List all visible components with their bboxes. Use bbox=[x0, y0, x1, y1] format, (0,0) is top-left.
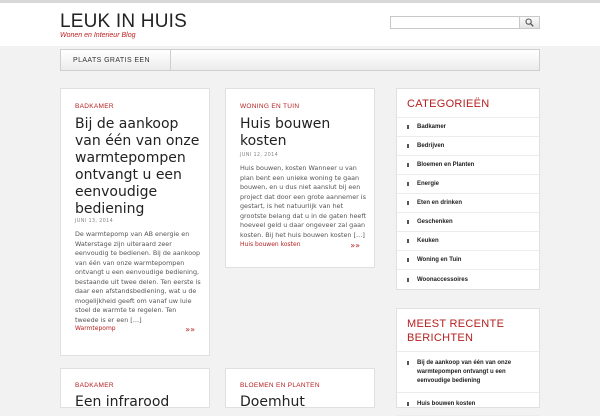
bullet-icon bbox=[407, 125, 411, 129]
category-link[interactable]: Geschenken bbox=[417, 219, 453, 225]
post-title[interactable]: Huis bouwen kosten bbox=[240, 116, 331, 149]
category-link[interactable]: Energie bbox=[417, 181, 440, 187]
post-category[interactable]: BADKAMER bbox=[75, 103, 114, 110]
post-excerpt: De warmtepomp van AB energie en Waterstage zijn uiteraard zeer eenvoudig te bedienen. Bij de aankoop van één van onze warmtepompen ontvangt u een eenvoudige bediening, bestaande uit twee delen. Ten eerste is daar een afstandsbediening, wat u de mogelijkheid geeft om vanaf uw luie stoel de warmte te regelen. Ten tweede is er een […] bbox=[75, 230, 201, 324]
post-date: JUNI 12, 2014 bbox=[240, 152, 279, 158]
post-category[interactable]: BLOEMEN EN PLANTEN bbox=[240, 382, 320, 389]
recent-post-item[interactable] bbox=[397, 393, 539, 416]
category-item[interactable] bbox=[397, 213, 539, 232]
recent-post-link[interactable]: Bij de aankoop van één van onze warmtepompen ontvangt u een eenvoudige bediening bbox=[417, 360, 512, 384]
category-link[interactable]: Woonaccessoires bbox=[417, 276, 468, 283]
post-card bbox=[225, 368, 375, 408]
post-title[interactable]: Doemhut bbox=[240, 394, 305, 410]
read-more-link[interactable]: »» bbox=[185, 325, 195, 334]
bullet-icon bbox=[407, 239, 411, 243]
category-link[interactable]: Bloemen en Planten bbox=[417, 162, 475, 168]
category-item[interactable] bbox=[397, 156, 539, 175]
category-link[interactable]: Woning en Tuin bbox=[417, 257, 462, 263]
category-link[interactable]: Badkamer bbox=[417, 124, 447, 130]
search-button[interactable] bbox=[519, 17, 539, 28]
category-item[interactable] bbox=[397, 251, 539, 270]
recent-posts-widget-title: MEEST RECENTE BERICHTEN bbox=[397, 309, 539, 352]
post-tag[interactable]: Warmtepomp bbox=[75, 325, 116, 332]
recent-post-item[interactable] bbox=[397, 352, 539, 393]
search-icon bbox=[525, 18, 534, 27]
post-title[interactable]: Een infrarood bbox=[75, 394, 170, 410]
bullet-icon bbox=[407, 402, 411, 406]
category-item[interactable] bbox=[397, 118, 539, 137]
bullet-icon bbox=[407, 201, 411, 205]
post-excerpt: Huis bouwen, kosten Wanneer u van plan bent een unieke woning te gaan bouwen, en u dus niet aanslut bij een project dat door een grote aannemer is gestart, is het natuurlijk van het grootste belang dat u in de gaten heeft hoeveel geld u daar ongeveer zal gaan kosten. Bij het huis bouwen kosten […] bbox=[240, 164, 367, 239]
post-category[interactable]: BADKAMER bbox=[75, 382, 114, 389]
recent-post-link[interactable]: Huis bouwen kosten bbox=[417, 401, 476, 407]
post-title[interactable]: Bij de aankoop van één van onze warmtepompen ontvangt u een eenvoudige bediening bbox=[75, 116, 200, 217]
read-more-link[interactable]: »» bbox=[350, 241, 360, 250]
category-item[interactable] bbox=[397, 175, 539, 194]
site-header bbox=[0, 0, 600, 46]
bullet-icon bbox=[407, 258, 411, 262]
category-link[interactable]: Keuken bbox=[417, 238, 439, 244]
recent-posts-widget bbox=[396, 308, 540, 408]
post-tag[interactable]: Huis bouwen kosten bbox=[240, 241, 301, 248]
post-date: JUNI 13, 2014 bbox=[75, 218, 114, 224]
main-navigation bbox=[60, 49, 540, 71]
bullet-icon bbox=[407, 361, 411, 365]
recent-posts-list bbox=[397, 352, 539, 416]
bullet-icon bbox=[407, 220, 411, 224]
category-list bbox=[397, 118, 539, 289]
bullet-icon bbox=[407, 182, 411, 186]
site-tagline: Wonen en Interieur Blog bbox=[60, 32, 136, 39]
nav-item-plaats-gratis-een[interactable]: PLAATS GRATIS EEN bbox=[61, 50, 171, 70]
post-card bbox=[60, 88, 210, 356]
bullet-icon bbox=[407, 278, 411, 282]
category-link[interactable]: Eten en drinken bbox=[417, 200, 463, 206]
categories-widget bbox=[396, 88, 540, 290]
post-card bbox=[60, 368, 210, 408]
category-item[interactable] bbox=[397, 270, 539, 289]
categories-widget-title: CATEGORIEËN bbox=[397, 89, 539, 118]
post-category[interactable]: WONING EN TUIN bbox=[240, 103, 300, 110]
search-input[interactable] bbox=[391, 17, 519, 28]
category-item[interactable] bbox=[397, 232, 539, 251]
post-card bbox=[225, 88, 375, 268]
search-form bbox=[390, 16, 540, 29]
bullet-icon bbox=[407, 163, 411, 167]
category-link[interactable]: Bedrijven bbox=[417, 143, 445, 149]
category-item[interactable] bbox=[397, 194, 539, 213]
site-title[interactable]: LEUK IN HUIS bbox=[60, 11, 187, 32]
bullet-icon bbox=[407, 144, 411, 148]
category-item[interactable] bbox=[397, 137, 539, 156]
